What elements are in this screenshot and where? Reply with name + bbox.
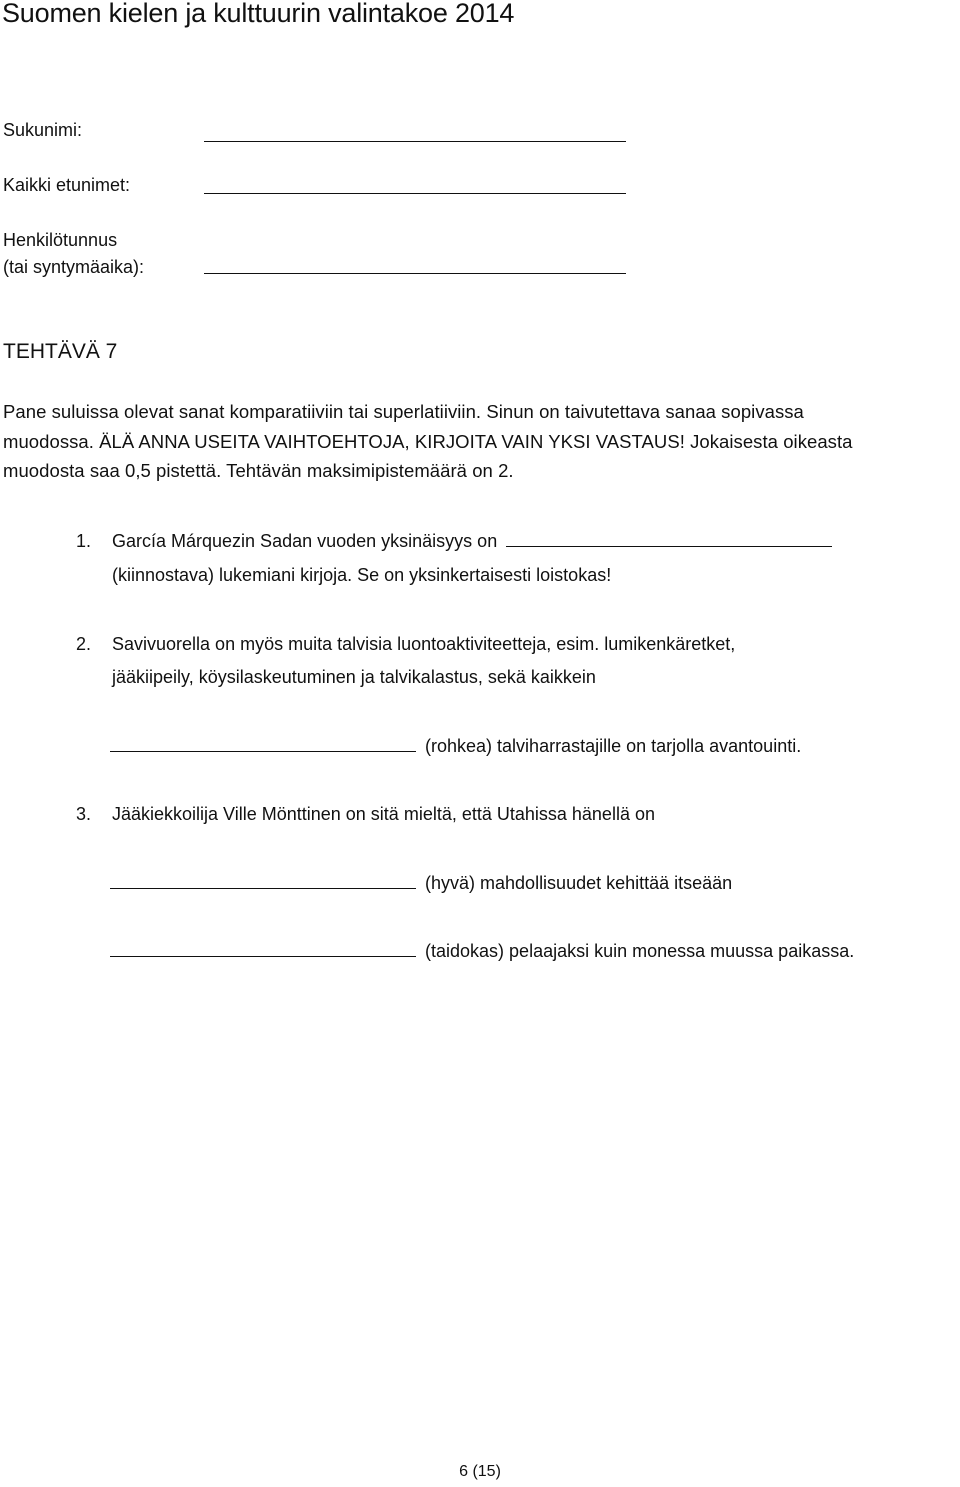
question-2-line-1: Savivuorella on myös muita talvisia luontoaktiviteetteja, esim. lumikenkäretket, [112,634,736,654]
instruction-line-1: Pane suluissa olevat sanat komparatiiviin tai superlatiiviin. Sinun on taivutettava sanaa sopivassa [3,401,804,422]
question-2-text-3: (rohkea) talviharrastajille on tarjolla avantouinti. [425,736,802,756]
question-3-text-3: (taidokas) pelaajaksi kuin monessa muussa paikassa. [425,941,855,961]
question-3-text-2: (hyvä) mahdollisuudet kehittää itseään [425,873,733,893]
id-answer-line[interactable] [204,273,626,274]
page-title: Suomen kielen ja kulttuurin valintakoe 2014 [2,0,515,28]
question-1-number: 1. [76,531,92,551]
question-1-text-1: García Márquezin Sadan vuoden yksinäisyys on [112,531,498,551]
question-2-line-3 [110,736,801,757]
question-2-line-2: jääkiipeily, köysilaskeutuminen ja talvikalastus, sekä kaikkein [112,667,596,687]
id-label-line2: (tai syntymäaika): [3,257,145,277]
question-3-line-2 [110,873,732,894]
page-number: 6 (15) [459,1463,501,1480]
question-3-line-3 [110,941,854,962]
question-1-line-2: (kiinnostava) lukemiani kirjoja. Se on yksinkertaisesti loistokas! [112,565,612,585]
question-2-answer-blank[interactable] [110,751,416,752]
question-1-line-1 [112,531,832,552]
firstnames-answer-line[interactable] [204,193,626,194]
question-2-number: 2. [76,634,92,654]
surname-label: Sukunimi: [3,120,83,140]
task-heading: TEHTÄVÄ 7 [3,340,118,363]
id-label-line1: Henkilötunnus [3,230,118,250]
question-3-answer-blank-1[interactable] [110,888,416,889]
surname-answer-line[interactable] [204,141,626,142]
question-3-line-1: Jääkiekkoilija Ville Mönttinen on sitä mieltä, että Utahissa hänellä on [112,804,655,824]
instruction-line-3: muodosta saa 0,5 pistettä. Tehtävän maksimipistemäärä on 2. [3,460,514,481]
question-1-answer-blank[interactable] [506,546,832,547]
question-3-answer-blank-2[interactable] [110,956,416,957]
firstnames-label: Kaikki etunimet: [3,175,131,195]
instruction-line-2: muodossa. ÄLÄ ANNA USEITA VAIHTOEHTOJA, KIRJOITA VAIN YKSI VASTAUS! Jokaisesta oikeasta [3,431,853,452]
question-3-number: 3. [76,804,92,824]
